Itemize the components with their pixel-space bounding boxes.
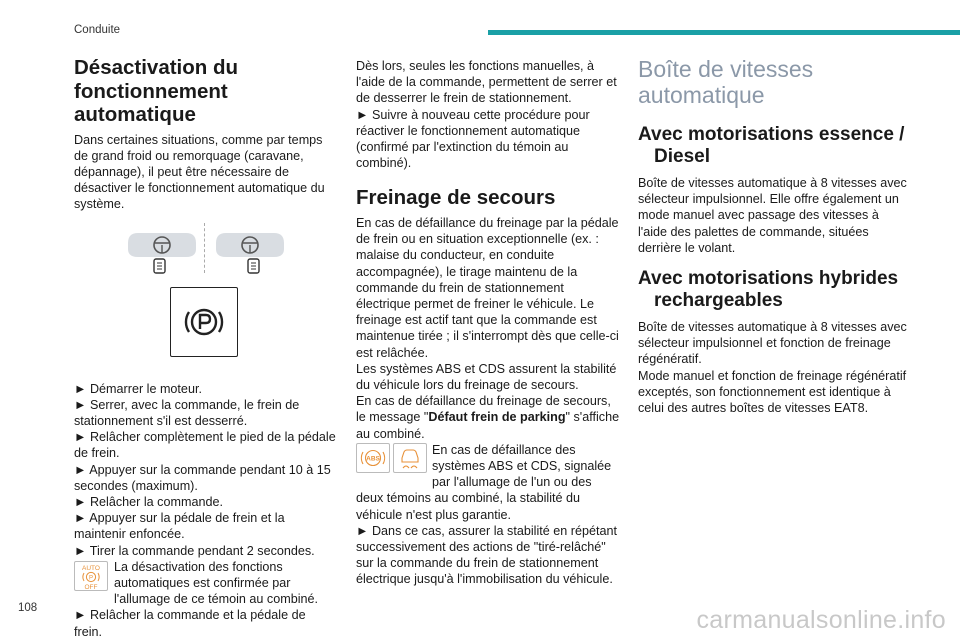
abs-cds-paragraph: Les systèmes ABS et CDS assurent la stabilité du véhicule lors du freinage de secours. [356, 361, 617, 392]
step-item: ► Appuyer sur la commande pendant 10 à 15 secondes (maximum). [74, 462, 331, 493]
svg-text:ABS: ABS [366, 455, 380, 463]
svg-text:AUTO: AUTO [82, 564, 100, 572]
step-item: ► Relâcher la commande. [74, 494, 223, 509]
section-title-desactivation: Désactivation du fonctionnement automatique [74, 56, 239, 126]
auto-off-warning-icon [74, 561, 108, 591]
pedal-pressed-icon [212, 229, 288, 277]
intro-paragraph: Dans certaines situations, comme par temps de grand froid ou remorquage (caravane, dépannage), il peut être nécessaire de désactiver le fonctionnement automatique du système. [74, 132, 325, 212]
hybrid-text-2: Mode manuel et fonction de freinage régénératif exceptés, son fonctionnement est identique à celui des autres boîtes de vitesses EAT8. [638, 368, 907, 416]
stability-step: ► Dans ce cas, assurer la stabilité en répétant successivement des actions de "tiré-relâché" sur la commande du frein de stationnement électrique jusqu'à l'immobilisation du véhicule. [356, 523, 617, 587]
lead-paragraph: Dès lors, seules les fonctions manuelles, à l'aide de la commande, permettent de serrer et de desserrer le frein de stationnement. [356, 59, 617, 106]
page-number: 108 [18, 602, 38, 614]
subsection-title-essence-diesel: Avec motorisations essence / Diesel [638, 124, 905, 167]
warning-icons-group [356, 443, 427, 473]
chapter-title: Boîte de vitesses automatique [638, 56, 814, 108]
step-item: ► Démarrer le moteur. [74, 381, 202, 396]
step-item: ► Appuyer sur la pédale de frein et la maintenir enfoncée. [74, 511, 285, 542]
pedal-released-icon [124, 229, 200, 277]
subsection-title-hybrides: Avec motorisations hybrides rechargeables [638, 268, 899, 312]
column-1 [74, 56, 336, 640]
illustration-divider [204, 223, 205, 273]
reactivate-step: ► Suivre à nouveau cette procédure pour réactiver le fonctionnement automatique (confirmé par l'extinction du témoin au combiné). [356, 107, 590, 171]
essence-diesel-text: Boîte de vitesses automatique à 8 vitesses avec sélecteur impulsionnel. Elle offre également un mode manuel avec passage des vitesses à l'aide des palettes de commande, situées derrière le volant. [638, 176, 907, 255]
final-step: ► Relâcher la commande et la pédale de frein. [74, 608, 306, 639]
header-section-label: Conduite [74, 24, 121, 36]
steps-list-a [74, 381, 336, 559]
failure-message: Défaut frein de parking [428, 410, 566, 425]
svg-text:OFF: OFF [84, 583, 98, 590]
step-item: ► Serrer, avec la commande, le frein de stationnement s'il est desserré. [74, 397, 300, 428]
abs-warning-icon [356, 443, 390, 473]
svg-text:P: P [88, 575, 94, 582]
header-accent-bar [488, 30, 960, 35]
auto-off-note-text: La désactivation des fonctions automatiques est confirmée par l'allumage de ce témoin au combiné. [114, 559, 319, 607]
parking-brake-illustration [74, 221, 336, 371]
step-item: ► Relâcher complètement le pied de la pédale de frein. [74, 430, 336, 461]
section-title-freinage-secours: Freinage de secours [356, 186, 556, 210]
step-item: ► Tirer la commande pendant 2 secondes. [74, 543, 315, 558]
abs-cds-note [356, 442, 621, 523]
auto-off-note [74, 559, 336, 608]
parking-brake-button-icon [170, 287, 238, 357]
abs-cds-note-text: En cas de défaillance des systèmes ABS et CDS, signalée par l'allumage de l'un ou des deux témoins au combiné, la stabilité du véhicule n'est plus garantie. [356, 442, 612, 522]
stability-control-icon [393, 443, 427, 473]
watermark: carmanualsonline.info [696, 606, 946, 634]
failure-message-paragraph: En cas de défaillance du freinage de secours, le message "Défaut frein de parking" s'affiche au combiné. [356, 394, 620, 441]
hybrid-text-1: Boîte de vitesses automatique à 8 vitesses avec sélecteur impulsionnel et fonction de freinage régénératif. [638, 320, 907, 367]
emergency-paragraph: En cas de défaillance du freinage par la pédale de frein ou en situation exceptionnelle (ex. : malaise du conducteur, en conduite accompagnée), le tirage maintenu de la commande du frein de stationnement électrique permet de freiner le véhicule. Le freinage est actif tant que la commande est maintenue tirée ; il s'interrompt dès que celle-ci est relâchée. [356, 215, 619, 360]
column-3 [638, 56, 910, 416]
column-2 [356, 58, 621, 588]
